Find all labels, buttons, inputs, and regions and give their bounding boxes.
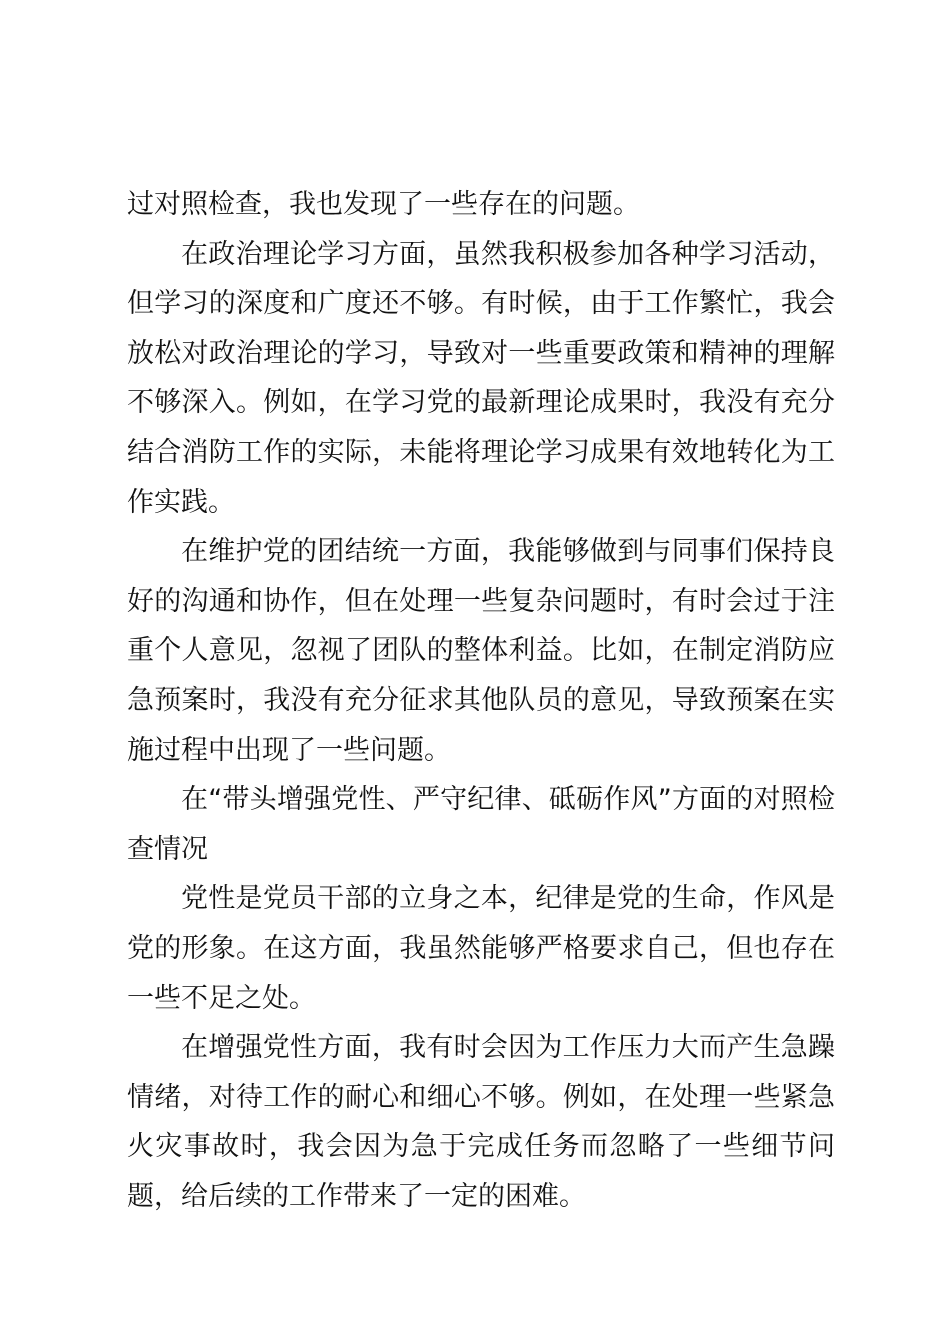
paragraph-party-spirit-detail: 在增强党性方面，我有时会因为工作压力大而产生急躁情绪，对待工作的耐心和细心不够。例如，在处理一些紧急火灾事故时，我会因为急于完成任务而忽略了一些细节问题，给后续的工作带来了一定的困难。 (127, 1032, 835, 1212)
document-body (127, 180, 835, 1221)
paragraph-party-spirit-intro: 党性是党员干部的立身之本，纪律是党的生命，作风是党的形象。在这方面，我虽然能够严格要求自己，但也存在一些不足之处。 (127, 883, 835, 1014)
paragraph-political-theory: 在政治理论学习方面，虽然我积极参加各种学习活动，但学习的深度和广度还不够。有时候，由于工作繁忙，我会放松对政治理论的学习，导致对一些重要政策和精神的理解不够深入。例如，在学习党的最新理论成果时，我没有充分结合消防工作的实际，未能将理论学习成果有效地转化为工作实践。 (127, 238, 835, 518)
paragraph-party-unity: 在维护党的团结统一方面，我能够做到与同事们保持良好的沟通和协作，但在处理一些复杂问题时，有时会过于注重个人意见，忽视了团队的整体利益。比如，在制定消防应急预案时，我没有充分征求其他队员的意见，导致预案在实施过程中出现了一些问题。 (127, 536, 835, 766)
paragraph-continuation: 过对照检查，我也发现了一些存在的问题。 (127, 189, 640, 220)
section-heading: 在“带头增强党性、严守纪律、砥砺作风”方面的对照检查情况 (127, 784, 835, 865)
